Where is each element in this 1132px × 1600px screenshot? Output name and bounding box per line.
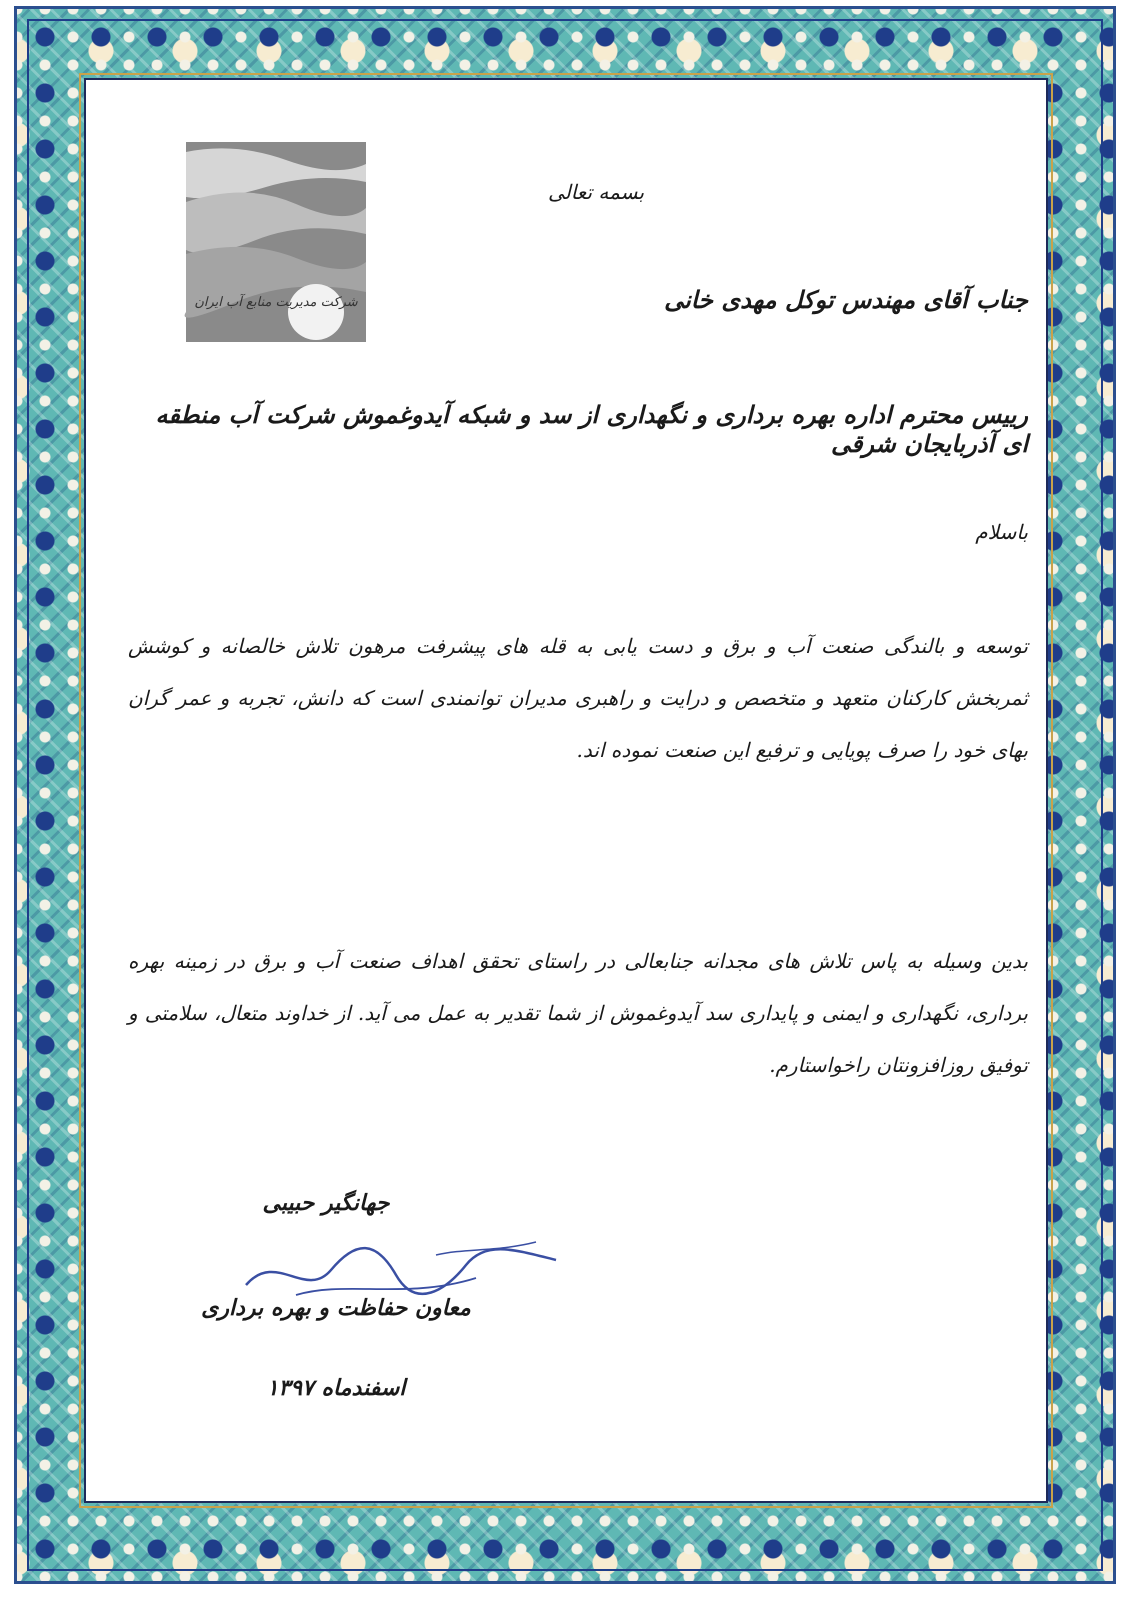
body-paragraph-1: توسعه و بالندگی صنعت آب و برق و دست یابی به قله های پیشرفت مرهون تلاش خالصانه و کوشش ثمربخش کارکنان متعهد و متخصص و درایت و راهبری مدیران توانمندی است که دانش، تجربه و عمر گران بهای خود را صرف پویایی و ترفیع این صنعت نموده اند. [128, 634, 1028, 762]
letter-date: اسفندماه ۱۳۹۷ [266, 1375, 406, 1401]
greeting: باسلام [975, 520, 1028, 544]
signatory-name: جهانگیر حبیبی [262, 1190, 390, 1216]
letter-content [86, 80, 1046, 1501]
logo-caption: شرکت مدیریت منابع آب ایران [194, 295, 358, 310]
bismillah-heading: بسمه تعالی [547, 180, 645, 204]
signatory-title: معاون حفاظت و بهره برداری [201, 1295, 471, 1321]
company-logo [176, 142, 376, 402]
addressee-line: جناب آقای مهندس توکل مهدی خانی [664, 285, 1028, 314]
letter-panel [84, 78, 1048, 1503]
recipient-position: رییس محترم اداره بهره برداری و نگهداری از سد و شبکه آیدوغموش شرکت آب منطقه ای آذربایجان شرقی [155, 400, 1028, 458]
body-paragraph-2: بدین وسیله به پاس تلاش های مجدانه جنابعالی در راستای تحقق اهداف صنعت آب و برق در زمینه بهره برداری، نگهداری و ایمنی و پایداری سد آیدوغموش از شما تقدیر به عمل می آید. از خداوند متعال، سلامتی و توفیق روزافزونتان راخواستارم. [128, 949, 1028, 1077]
